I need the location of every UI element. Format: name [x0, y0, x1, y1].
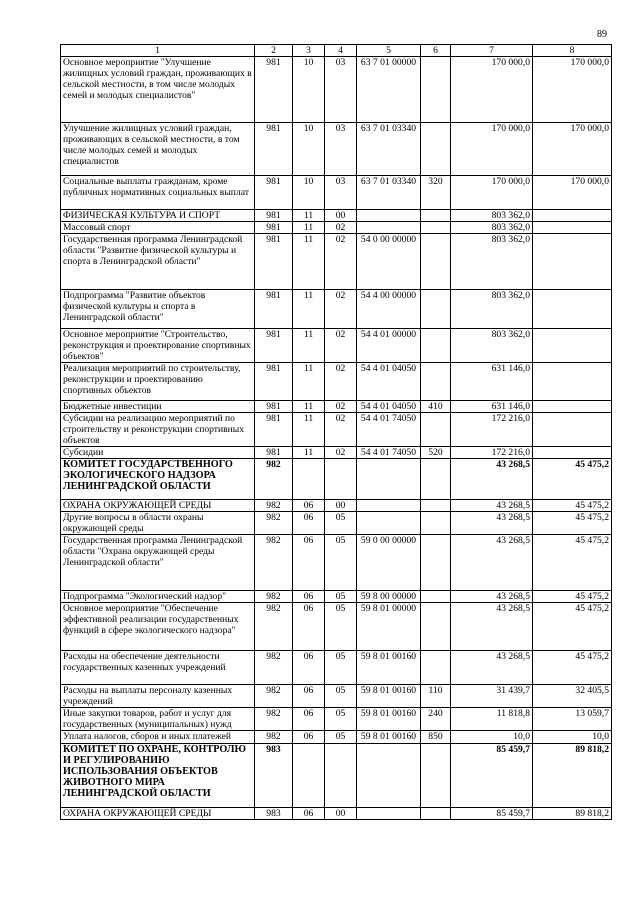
col-header: 1 — [61, 45, 255, 57]
col-amount-year1: 803 362,0 — [451, 329, 533, 363]
col-chapter: 981 — [255, 363, 293, 401]
table-row — [61, 329, 612, 363]
col-section: 11 — [293, 290, 325, 329]
col-amount-year1: 631 146,0 — [451, 401, 533, 413]
col-section: 06 — [293, 512, 325, 535]
col-expense-type — [421, 57, 451, 123]
col-section: 10 — [293, 176, 325, 210]
row-name: Реализация мероприятий по строительству, реконструкции и проектированию спортивных объектов — [61, 363, 255, 401]
col-amount-year1: 170 000,0 — [451, 123, 533, 176]
col-amount-year2 — [533, 290, 612, 329]
row-name: Государственная программа Ленинградской области "Охрана окружающей среды Ленинградской области" — [61, 535, 255, 591]
col-target-article — [357, 512, 421, 535]
col-amount-year1: 11 818,8 — [451, 708, 533, 731]
col-section: 11 — [293, 222, 325, 234]
col-expense-type — [421, 413, 451, 447]
col-section: 10 — [293, 57, 325, 123]
col-expense-type — [421, 808, 451, 820]
col-chapter: 981 — [255, 57, 293, 123]
col-amount-year1: 631 146,0 — [451, 363, 533, 401]
col-section — [293, 459, 325, 500]
row-name: Бюджетные инвестиции — [61, 401, 255, 413]
col-section: 06 — [293, 808, 325, 820]
col-chapter: 981 — [255, 413, 293, 447]
row-name: Государственная программа Ленинградской области "Развитие физической культуры и спорта в Ленинградской области" — [61, 234, 255, 290]
col-amount-year2: 10,0 — [533, 731, 612, 744]
col-expense-type: 110 — [421, 685, 451, 708]
col-amount-year1: 43 268,5 — [451, 591, 533, 603]
col-chapter: 982 — [255, 708, 293, 731]
col-expense-type — [421, 363, 451, 401]
col-chapter: 981 — [255, 329, 293, 363]
table-row — [61, 459, 612, 500]
col-chapter: 981 — [255, 176, 293, 210]
col-header: 3 — [293, 45, 325, 57]
col-chapter: 981 — [255, 123, 293, 176]
col-section: 06 — [293, 651, 325, 685]
col-target-article: 59 8 01 00160 — [357, 685, 421, 708]
row-name: ОХРАНА ОКРУЖАЮЩЕЙ СРЕДЫ — [61, 500, 255, 512]
col-header: 7 — [451, 45, 533, 57]
row-name: Основное мероприятие "Обеспечение эффективной реализации государственных функций в сфере экологического надзора" — [61, 603, 255, 651]
col-target-article — [357, 222, 421, 234]
col-target-article: 54 0 00 00000 — [357, 234, 421, 290]
col-target-article: 59 8 00 00000 — [357, 591, 421, 603]
row-name: Подпрограмма "Развитие объектов физической культуры и спорта в Ленинградской области" — [61, 290, 255, 329]
col-section: 11 — [293, 401, 325, 413]
col-subsection: 02 — [325, 363, 357, 401]
col-amount-year2: 89 818,2 — [533, 744, 612, 808]
col-header: 5 — [357, 45, 421, 57]
col-section: 11 — [293, 329, 325, 363]
col-amount-year1: 803 362,0 — [451, 290, 533, 329]
col-subsection: 05 — [325, 731, 357, 744]
col-chapter: 982 — [255, 459, 293, 500]
col-amount-year2 — [533, 363, 612, 401]
col-amount-year2 — [533, 401, 612, 413]
col-subsection: 05 — [325, 591, 357, 603]
col-subsection: 05 — [325, 603, 357, 651]
col-target-article: 59 8 01 00000 — [357, 603, 421, 651]
table-row — [61, 500, 612, 512]
col-subsection: 03 — [325, 57, 357, 123]
col-subsection: 05 — [325, 535, 357, 591]
col-amount-year2: 45 475,2 — [533, 603, 612, 651]
col-subsection: 02 — [325, 222, 357, 234]
row-name: Основное мероприятие "Улучшение жилищных условий граждан, проживающих в сельской местности, в том числе молодых семей и молодых специалистов" — [61, 57, 255, 123]
col-subsection: 02 — [325, 447, 357, 459]
col-amount-year2: 170 000,0 — [533, 123, 612, 176]
col-target-article — [357, 808, 421, 820]
col-section: 06 — [293, 685, 325, 708]
row-name: Иные закупки товаров, работ и услуг для государственных (муниципальных) нужд — [61, 708, 255, 731]
col-target-article — [357, 459, 421, 500]
col-chapter: 982 — [255, 651, 293, 685]
col-expense-type — [421, 123, 451, 176]
table-row — [61, 176, 612, 210]
col-header: 4 — [325, 45, 357, 57]
col-amount-year2 — [533, 234, 612, 290]
col-subsection: 02 — [325, 329, 357, 363]
table-row — [61, 234, 612, 290]
col-subsection: 03 — [325, 123, 357, 176]
col-subsection: 02 — [325, 401, 357, 413]
table-row — [61, 512, 612, 535]
col-expense-type — [421, 290, 451, 329]
col-amount-year2: 45 475,2 — [533, 512, 612, 535]
col-amount-year2 — [533, 222, 612, 234]
col-chapter: 981 — [255, 222, 293, 234]
page-number: 89 — [597, 29, 607, 40]
col-amount-year1: 803 362,0 — [451, 210, 533, 222]
col-expense-type: 850 — [421, 731, 451, 744]
row-name: Субсидии на реализацию мероприятий по строительству и реконструкции спортивных объектов — [61, 413, 255, 447]
col-amount-year1: 803 362,0 — [451, 234, 533, 290]
table-row — [61, 413, 612, 447]
col-amount-year1: 803 362,0 — [451, 222, 533, 234]
col-expense-type: 520 — [421, 447, 451, 459]
col-amount-year2 — [533, 413, 612, 447]
table-row — [61, 222, 612, 234]
col-amount-year1: 170 000,0 — [451, 176, 533, 210]
col-expense-type: 320 — [421, 176, 451, 210]
col-expense-type — [421, 500, 451, 512]
col-section — [293, 744, 325, 808]
col-amount-year1: 43 268,5 — [451, 651, 533, 685]
header-row — [61, 45, 612, 57]
col-section: 06 — [293, 708, 325, 731]
col-expense-type — [421, 591, 451, 603]
row-name: КОМИТЕТ ПО ОХРАНЕ, КОНТРОЛЮ И РЕГУЛИРОВАНИЮ ИСПОЛЬЗОВАНИЯ ОБЪЕКТОВ ЖИВОТНОГО МИРА ЛЕНИНГРАДСКОЙ ОБЛАСТИ — [61, 744, 255, 808]
table-row — [61, 591, 612, 603]
table-row — [61, 808, 612, 820]
col-target-article: 63 7 01 00000 — [357, 57, 421, 123]
col-subsection: 05 — [325, 651, 357, 685]
col-expense-type — [421, 535, 451, 591]
col-header: 2 — [255, 45, 293, 57]
col-amount-year2: 13 059,7 — [533, 708, 612, 731]
col-target-article: 54 4 01 74050 — [357, 413, 421, 447]
col-target-article — [357, 500, 421, 512]
col-chapter: 982 — [255, 535, 293, 591]
row-name: Социальные выплаты гражданам, кроме публичных нормативных социальных выплат — [61, 176, 255, 210]
col-header: 8 — [533, 45, 612, 57]
table-row — [61, 535, 612, 591]
col-amount-year2: 45 475,2 — [533, 535, 612, 591]
col-section: 11 — [293, 363, 325, 401]
col-section: 11 — [293, 447, 325, 459]
col-chapter: 981 — [255, 234, 293, 290]
col-amount-year2: 45 475,2 — [533, 459, 612, 500]
table-row — [61, 685, 612, 708]
table-row — [61, 363, 612, 401]
row-name: Уплата налогов, сборов и иных платежей — [61, 731, 255, 744]
col-amount-year1: 172 216,0 — [451, 413, 533, 447]
col-chapter: 981 — [255, 401, 293, 413]
col-amount-year1: 43 268,5 — [451, 603, 533, 651]
col-amount-year2: 32 405,5 — [533, 685, 612, 708]
col-chapter: 982 — [255, 685, 293, 708]
table-row — [61, 651, 612, 685]
col-section: 11 — [293, 210, 325, 222]
col-subsection: 00 — [325, 808, 357, 820]
col-amount-year2 — [533, 329, 612, 363]
col-amount-year1: 43 268,5 — [451, 535, 533, 591]
col-target-article — [357, 744, 421, 808]
row-name: Другие вопросы в области охраны окружающей среды — [61, 512, 255, 535]
col-amount-year1: 10,0 — [451, 731, 533, 744]
col-subsection: 05 — [325, 708, 357, 731]
row-name: Подпрограмма "Экологический надзор" — [61, 591, 255, 603]
row-name: Субсидии — [61, 447, 255, 459]
col-target-article: 54 4 01 04050 — [357, 401, 421, 413]
table-row — [61, 57, 612, 123]
row-name: Расходы на выплаты персоналу казенных учреждений — [61, 685, 255, 708]
col-subsection: 02 — [325, 413, 357, 447]
row-name: КОМИТЕТ ГОСУДАРСТВЕННОГО ЭКОЛОГИЧЕСКОГО НАДЗОРА ЛЕНИНГРАДСКОЙ ОБЛАСТИ — [61, 459, 255, 500]
col-target-article: 59 8 01 00160 — [357, 708, 421, 731]
col-expense-type — [421, 222, 451, 234]
col-section: 11 — [293, 234, 325, 290]
col-amount-year2: 45 475,2 — [533, 591, 612, 603]
col-subsection: 03 — [325, 176, 357, 210]
col-amount-year1: 170 000,0 — [451, 57, 533, 123]
col-target-article — [357, 210, 421, 222]
table-row — [61, 731, 612, 744]
col-section: 06 — [293, 731, 325, 744]
table-row — [61, 290, 612, 329]
row-name: ФИЗИЧЕСКАЯ КУЛЬТУРА И СПОРТ — [61, 210, 255, 222]
col-header: 6 — [421, 45, 451, 57]
col-expense-type — [421, 603, 451, 651]
col-amount-year1: 85 459,7 — [451, 808, 533, 820]
table-row — [61, 401, 612, 413]
row-name: Расходы на обеспечение деятельности государственных казенных учреждений — [61, 651, 255, 685]
col-target-article: 59 0 00 00000 — [357, 535, 421, 591]
col-subsection — [325, 459, 357, 500]
col-section: 10 — [293, 123, 325, 176]
col-expense-type — [421, 234, 451, 290]
col-chapter: 983 — [255, 808, 293, 820]
col-chapter: 982 — [255, 512, 293, 535]
col-target-article: 59 8 01 00160 — [357, 731, 421, 744]
table-row — [61, 210, 612, 222]
table-row — [61, 447, 612, 459]
col-subsection — [325, 744, 357, 808]
col-chapter: 982 — [255, 603, 293, 651]
col-chapter: 982 — [255, 500, 293, 512]
col-subsection: 00 — [325, 210, 357, 222]
col-expense-type: 240 — [421, 708, 451, 731]
col-section: 06 — [293, 591, 325, 603]
row-name: ОХРАНА ОКРУЖАЮЩЕЙ СРЕДЫ — [61, 808, 255, 820]
col-target-article: 63 7 01 03340 — [357, 176, 421, 210]
col-amount-year2: 170 000,0 — [533, 176, 612, 210]
col-subsection: 02 — [325, 290, 357, 329]
col-amount-year1: 31 439,7 — [451, 685, 533, 708]
col-amount-year1: 43 268,5 — [451, 512, 533, 535]
col-target-article: 54 4 01 04050 — [357, 363, 421, 401]
row-name: Основное мероприятие "Строительство, реконструкция и проектирование спортивных объектов" — [61, 329, 255, 363]
col-amount-year1: 85 459,7 — [451, 744, 533, 808]
col-target-article: 54 4 01 00000 — [357, 329, 421, 363]
col-section: 06 — [293, 500, 325, 512]
row-name: Массовый спорт — [61, 222, 255, 234]
col-subsection: 00 — [325, 500, 357, 512]
col-amount-year2 — [533, 210, 612, 222]
col-target-article: 63 7 01 03340 — [357, 123, 421, 176]
col-chapter: 981 — [255, 447, 293, 459]
col-expense-type — [421, 512, 451, 535]
col-expense-type: 410 — [421, 401, 451, 413]
budget-table — [60, 44, 612, 820]
col-amount-year2: 45 475,2 — [533, 651, 612, 685]
table-row — [61, 708, 612, 731]
col-amount-year1: 43 268,5 — [451, 459, 533, 500]
col-subsection: 02 — [325, 234, 357, 290]
col-amount-year1: 172 216,0 — [451, 447, 533, 459]
row-name: Улучшение жилищных условий граждан, проживающих в сельской местности, в том числе молодых семей и молодых специалистов — [61, 123, 255, 176]
col-chapter: 982 — [255, 731, 293, 744]
col-amount-year2: 89 818,2 — [533, 808, 612, 820]
col-target-article: 59 8 01 00160 — [357, 651, 421, 685]
col-expense-type — [421, 459, 451, 500]
col-subsection: 05 — [325, 685, 357, 708]
col-chapter: 983 — [255, 744, 293, 808]
table-row — [61, 123, 612, 176]
table-row — [61, 603, 612, 651]
col-target-article: 54 4 00 00000 — [357, 290, 421, 329]
col-expense-type — [421, 329, 451, 363]
col-section: 11 — [293, 413, 325, 447]
col-amount-year1: 43 268,5 — [451, 500, 533, 512]
col-section: 06 — [293, 535, 325, 591]
col-amount-year2 — [533, 447, 612, 459]
col-amount-year2: 170 000,0 — [533, 57, 612, 123]
col-chapter: 981 — [255, 210, 293, 222]
col-chapter: 982 — [255, 591, 293, 603]
col-subsection: 05 — [325, 512, 357, 535]
col-expense-type — [421, 210, 451, 222]
col-chapter: 981 — [255, 290, 293, 329]
col-expense-type — [421, 744, 451, 808]
col-amount-year2: 45 475,2 — [533, 500, 612, 512]
table-row — [61, 744, 612, 808]
col-target-article: 54 4 01 74050 — [357, 447, 421, 459]
col-expense-type — [421, 651, 451, 685]
col-section: 06 — [293, 603, 325, 651]
